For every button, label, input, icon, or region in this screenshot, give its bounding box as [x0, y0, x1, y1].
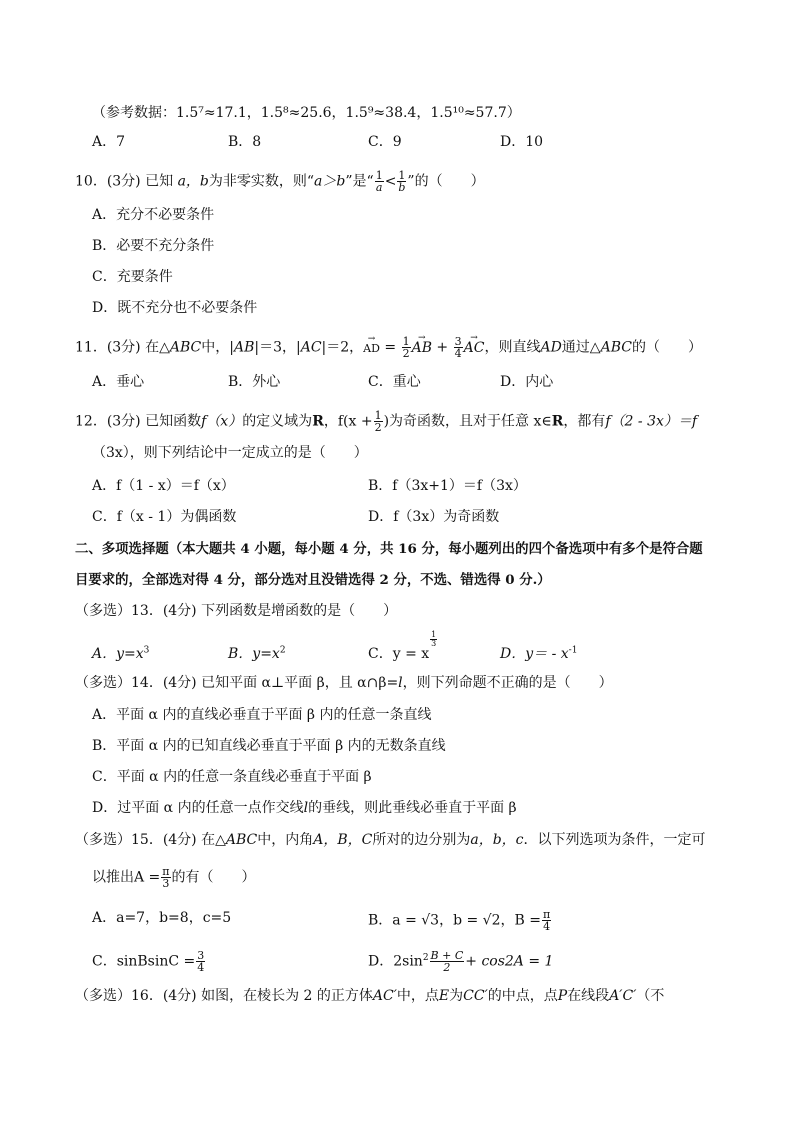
q12-stem: 12．(3分) 已知函数f（x）的定义域为R，f(x + $\frac{1}{2}$ )为奇函数，且对于任意 x∈R，都有f（2 - 3x）＝f — [75, 409, 698, 434]
q15-option-d: D．$2\sin^2$ $\frac{B + C}{2}$ + cos2A = 1 — [368, 949, 554, 974]
section2-heading-line2: 目要求的，全部选对得 4 分，部分选对且没错选得 2 分，不选、错选得 0 分.） — [75, 572, 551, 588]
q11-option-d: D．内心 — [500, 374, 554, 390]
q14-stem: （多选）14．(4分) 已知平面 α⊥平面 β，且 α∩β=l，则下列命题不正确的是（ ） — [75, 675, 613, 691]
reference-data: （参考数据：1.5⁷≈17.1，1.5⁸≈25.6，1.5⁹≈38.4，1.5¹⁰≈57.7） — [92, 105, 521, 121]
q10-option-a: A．充分不必要条件 — [92, 207, 215, 223]
q15-stem-line2: 以推出A = $\frac{\pi}{3}$ 的有（ ） — [92, 865, 256, 890]
q10-frac-1a: $\frac{1}{a}$ — [375, 169, 383, 194]
q15-stem: （多选）15．(4分) 在△ABC中，内角A，B，C所对的边分别为a，b，c．以下列选项为条件，一定可 — [75, 832, 706, 848]
q14-option-c: C．平面 α 内的任意一条直线必垂直于平面 β — [92, 769, 372, 785]
q10-stem: 10．(3分) 已知 a，b为非零实数，则“a＞b”是“ $\frac{1}{a}$ < $\frac{1}{b}$ ”的（ ） — [75, 169, 485, 194]
q12-stem-line2: （3x），则下列结论中一定成立的是（ ） — [92, 445, 368, 461]
q12-option-a: A．f（1 - x）＝f（x） — [92, 478, 235, 494]
q9-option-c: C．9 — [368, 134, 402, 150]
q12-option-c: C．f（x - 1）为偶函数 — [92, 509, 237, 525]
q11-option-a: A．垂心 — [92, 374, 145, 390]
q13-option-c: C．y = x $\frac{1}{3}$ — [368, 630, 437, 662]
q12-option-b: B．f（3x+1）＝f（3x） — [368, 478, 527, 494]
q16-stem: （多选）16．(4分) 如图，在棱长为 2 的正方体AC′中，点E为CC′的中点，点P在线段A′C′（不 — [75, 988, 665, 1004]
q13-option-d: D．$y= - x^{-1}$ — [500, 645, 578, 662]
q11-option-c: C．重心 — [368, 374, 421, 390]
q11-option-b: B．外心 — [228, 374, 281, 390]
q13-option-a: A．$y=x^3$ — [92, 645, 150, 662]
q9-option-a: A．7 — [92, 134, 126, 150]
q10-frac-1b: $\frac{1}{b}$ — [398, 169, 406, 194]
q13-stem: （多选）13．(4分) 下列函数是增函数的是（ ） — [75, 603, 398, 619]
q10-option-c: C．充要条件 — [92, 269, 173, 285]
q12-option-d: D．f（3x）为奇函数 — [368, 509, 500, 525]
q11-stem: 11．(3分) 在△ABC中，|AB|＝3，|AC|＝2，→ AD = $\frac{1}{2}$ → AB + $\frac{3}{4}$ → AC，则直线AD通过△ABC的（ ） — [75, 336, 702, 359]
q9-option-b: B．8 — [228, 134, 262, 150]
q14-option-a: A．平面 α 内的直线必垂直于平面 β 内的任意一条直线 — [92, 707, 432, 723]
q15-option-b: B．a = √3，b = √2，B = $\frac{\pi}{4}$ — [368, 908, 551, 933]
q9-option-d: D．10 — [500, 134, 544, 150]
q14-option-b: B．平面 α 内的已知直线必垂直于平面 β 内的无数条直线 — [92, 738, 446, 754]
q15-option-c: C．sinBsinC = $\frac{3}{4}$ — [92, 949, 205, 974]
q15-option-a: A．a=7，b=8，c=5 — [92, 910, 232, 926]
q13-option-b: B．$y=x^2$ — [228, 645, 286, 662]
q14-option-d: D．过平面 α 内的任意一点作交线l的垂线，则此垂线必垂直于平面 β — [92, 800, 517, 816]
q10-option-b: B．必要不充分条件 — [92, 238, 215, 254]
section2-heading: 二、多项选择题（本大题共 4 小题，每小题 4 分，共 16 分，每小题列出的四个备选项中有多个是符合题 — [75, 541, 703, 557]
q10-option-d: D．既不充分也不必要条件 — [92, 300, 258, 316]
